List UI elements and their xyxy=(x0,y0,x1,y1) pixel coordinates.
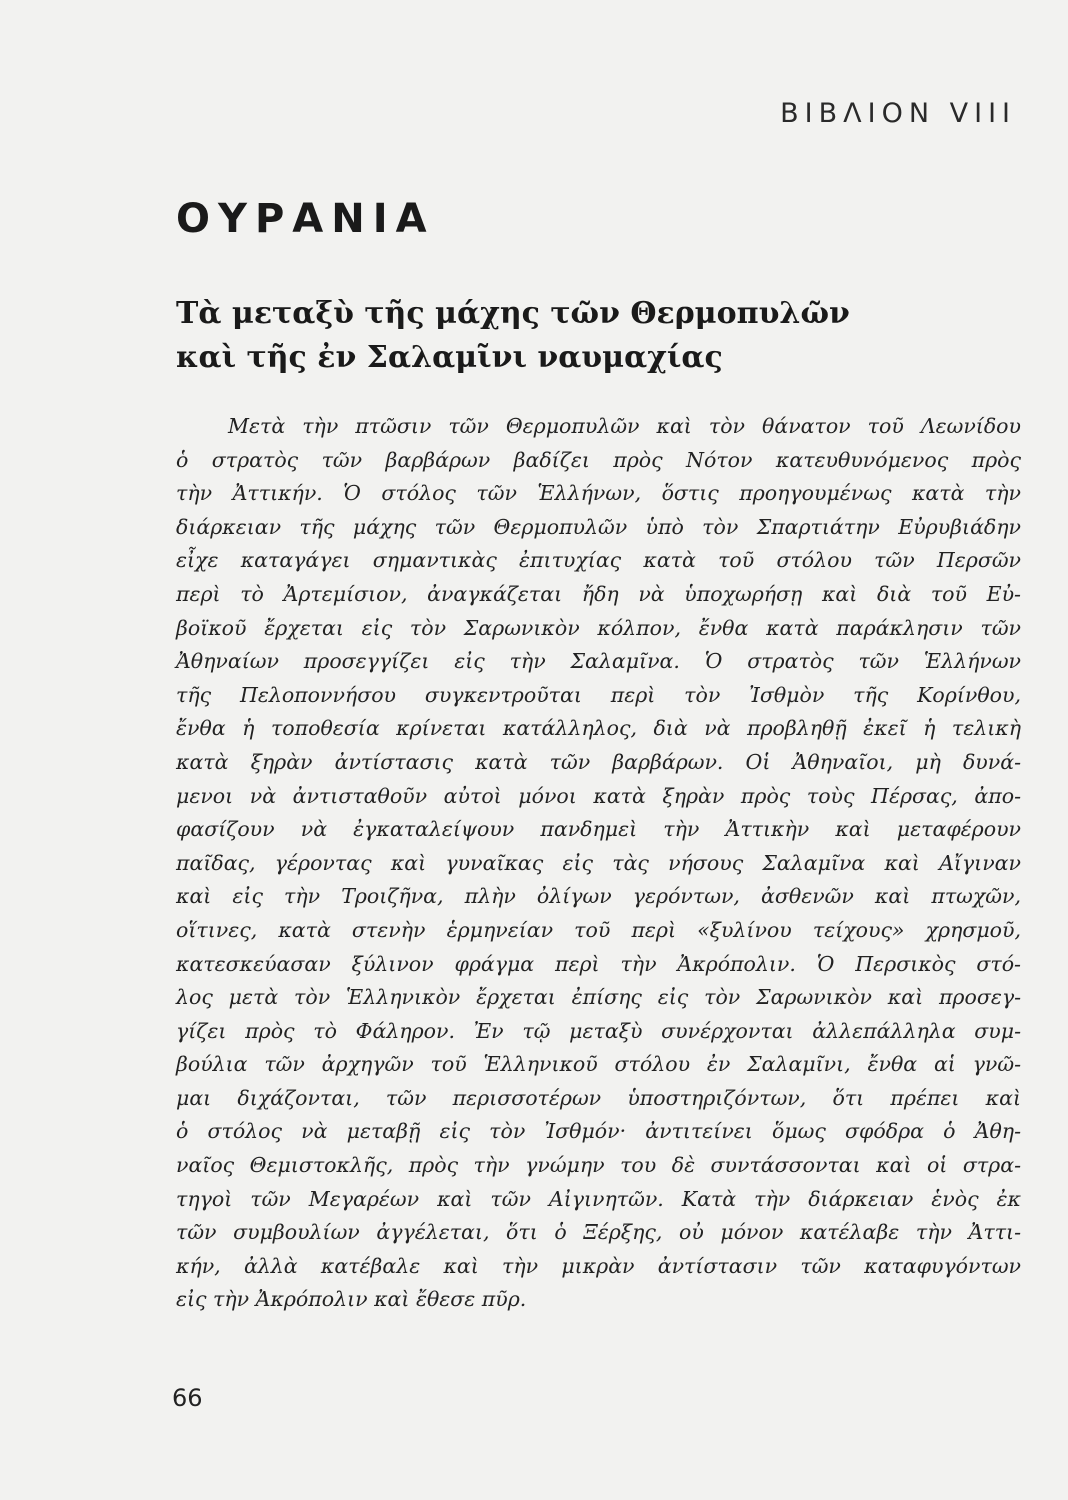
paragraph-line: καὶ εἰς τὴν Τροιζῆνα, πλὴν ὀλίγων γερόντων, ἀσθενῶν καὶ πτωχῶν, xyxy=(176,884,1021,909)
paragraph-line: κατὰ ξηρὰν ἀντίστασις κατὰ τῶν βαρβάρων. Οἱ Ἀθηναῖοι, μὴ δυνά- xyxy=(176,749,1021,774)
paragraph-line: κατεσκεύασαν ξύλινον φράγμα περὶ τὴν Ἀκρόπολιν. Ὁ Περσικὸς στό- xyxy=(176,951,1021,976)
paragraph-line: λος μετὰ τὸν Ἑλληνικὸν ἔρχεται ἐπίσης εἰς τὸν Σαρωνικὸν καὶ προσεγ- xyxy=(176,985,1021,1010)
paragraph-line: οἵτινες, κατὰ στενὴν ἑρμηνείαν τοῦ περὶ «ξυλίνου τείχους» χρησμοῦ, xyxy=(176,917,1021,942)
subtitle-line: Τὰ μεταξὺ τῆς μάχης τῶν Θερμοπυλῶν xyxy=(176,296,850,331)
paragraph-line: βοϊκοῦ ἔρχεται εἰς τὸν Σαρωνικὸν κόλπον, ἔνθα κατὰ παράκλησιν τῶν xyxy=(176,615,1021,640)
paragraph-line: εἰς τὴν Ἀκρόπολιν καὶ ἔθεσε πῦρ. xyxy=(176,1287,527,1312)
paragraph-line: περὶ τὸ Ἀρτεμίσιον, ἀναγκάζεται ἤδη νὰ ὑποχωρήσῃ καὶ διὰ τοῦ Εὐ- xyxy=(176,581,1021,606)
paragraph-line: Ἀθηναίων προσεγγίζει εἰς τὴν Σαλαμῖνα. Ὁ στρατὸς τῶν Ἑλλήνων xyxy=(176,649,1021,674)
book-title: ΟΥΡΑΝΙΑ xyxy=(176,196,435,242)
paragraph-line: διάρκειαν τῆς μάχης τῶν Θερμοπυλῶν ὑπὸ τὸν Σπαρτιάτην Εὐρυβιάδην xyxy=(176,514,1021,539)
book-label: ΒΙΒΛΙΟΝ VIII xyxy=(780,98,1016,129)
paragraph-line: τῶν συμβουλίων ἀγγέλεται, ὅτι ὁ Ξέρξης, οὐ μόνον κατέλαβε τὴν Ἀττι- xyxy=(176,1220,1021,1245)
paragraph-line: γίζει πρὸς τὸ Φάληρον. Ἐν τῷ μεταξὺ συνέρχονται ἀλλεπάλληλα συμ- xyxy=(176,1018,1021,1043)
paragraph-line: τὴν Ἀττικήν. Ὁ στόλος τῶν Ἑλλήνων, ὅστις προηγουμένως κατὰ τὴν xyxy=(176,481,1021,506)
paragraph-line: μαι διχάζονται, τῶν περισσοτέρων ὑποστηριζόντων, ὅτι πρέπει καὶ xyxy=(176,1085,1021,1110)
paragraph-line: εἶχε καταγάγει σημαντικὰς ἐπιτυχίας κατὰ τοῦ στόλου τῶν Περσῶν xyxy=(176,548,1021,573)
paragraph-line: βούλια τῶν ἀρχηγῶν τοῦ Ἑλληνικοῦ στόλου ἐν Σαλαμῖνι, ἔνθα αἱ γνῶ- xyxy=(176,1052,1021,1077)
chapter-subtitle xyxy=(176,292,936,380)
subtitle-line: καὶ τῆς ἐν Σαλαμῖνι ναυμαχίας xyxy=(176,340,723,375)
page-number: 66 xyxy=(172,1384,203,1412)
paragraph-line: παῖδας, γέροντας καὶ γυναῖκας εἰς τὰς νήσους Σαλαμῖνα καὶ Αἴγιναν xyxy=(176,850,1021,875)
paragraph-line: ἔνθα ἡ τοποθεσία κρίνεται κατάλληλος, διὰ νὰ προβληθῇ ἐκεῖ ἡ τελικὴ xyxy=(176,716,1021,741)
paragraph-line: ὁ στρατὸς τῶν βαρβάρων βαδίζει πρὸς Νότον κατευθυνόμενος πρὸς xyxy=(176,447,1021,472)
paragraph-line: τῆς Πελοποννήσου συγκεντροῦται περὶ τὸν Ἰσθμὸν τῆς Κορίνθου, xyxy=(176,682,1021,707)
paragraph-line: Μετὰ τὴν πτῶσιν τῶν Θερμοπυλῶν καὶ τὸν θάνατον τοῦ Λεωνίδου xyxy=(228,414,1021,438)
paragraph-line: φασίζουν νὰ ἐγκαταλείψουν πανδημεὶ τὴν Ἀττικὴν καὶ μεταφέρουν xyxy=(176,817,1021,842)
paragraph-line: μενοι νὰ ἀντισταθοῦν αὐτοὶ μόνοι κατὰ ξηρὰν πρὸς τοὺς Πέρσας, ἀπο- xyxy=(176,783,1021,808)
paragraph-line: ναῖος Θεμιστοκλῆς, πρὸς τὴν γνώμην του δὲ συντάσσονται καὶ οἱ στρα- xyxy=(176,1153,1021,1178)
paragraph-line: κήν, ἀλλὰ κατέβαλε καὶ τὴν μικρὰν ἀντίστασιν τῶν καταφυγόντων xyxy=(176,1253,1021,1278)
body-paragraph xyxy=(176,410,1021,1317)
paragraph-line: τηγοὶ τῶν Μεγαρέων καὶ τῶν Αἰγινητῶν. Κατὰ τὴν διάρκειαν ἑνὸς ἐκ xyxy=(176,1186,1021,1211)
paragraph-line: ὁ στόλος νὰ μεταβῇ εἰς τὸν Ἰσθμόν· ἀντιτείνει ὅμως σφόδρα ὁ Ἀθη- xyxy=(176,1119,1021,1144)
